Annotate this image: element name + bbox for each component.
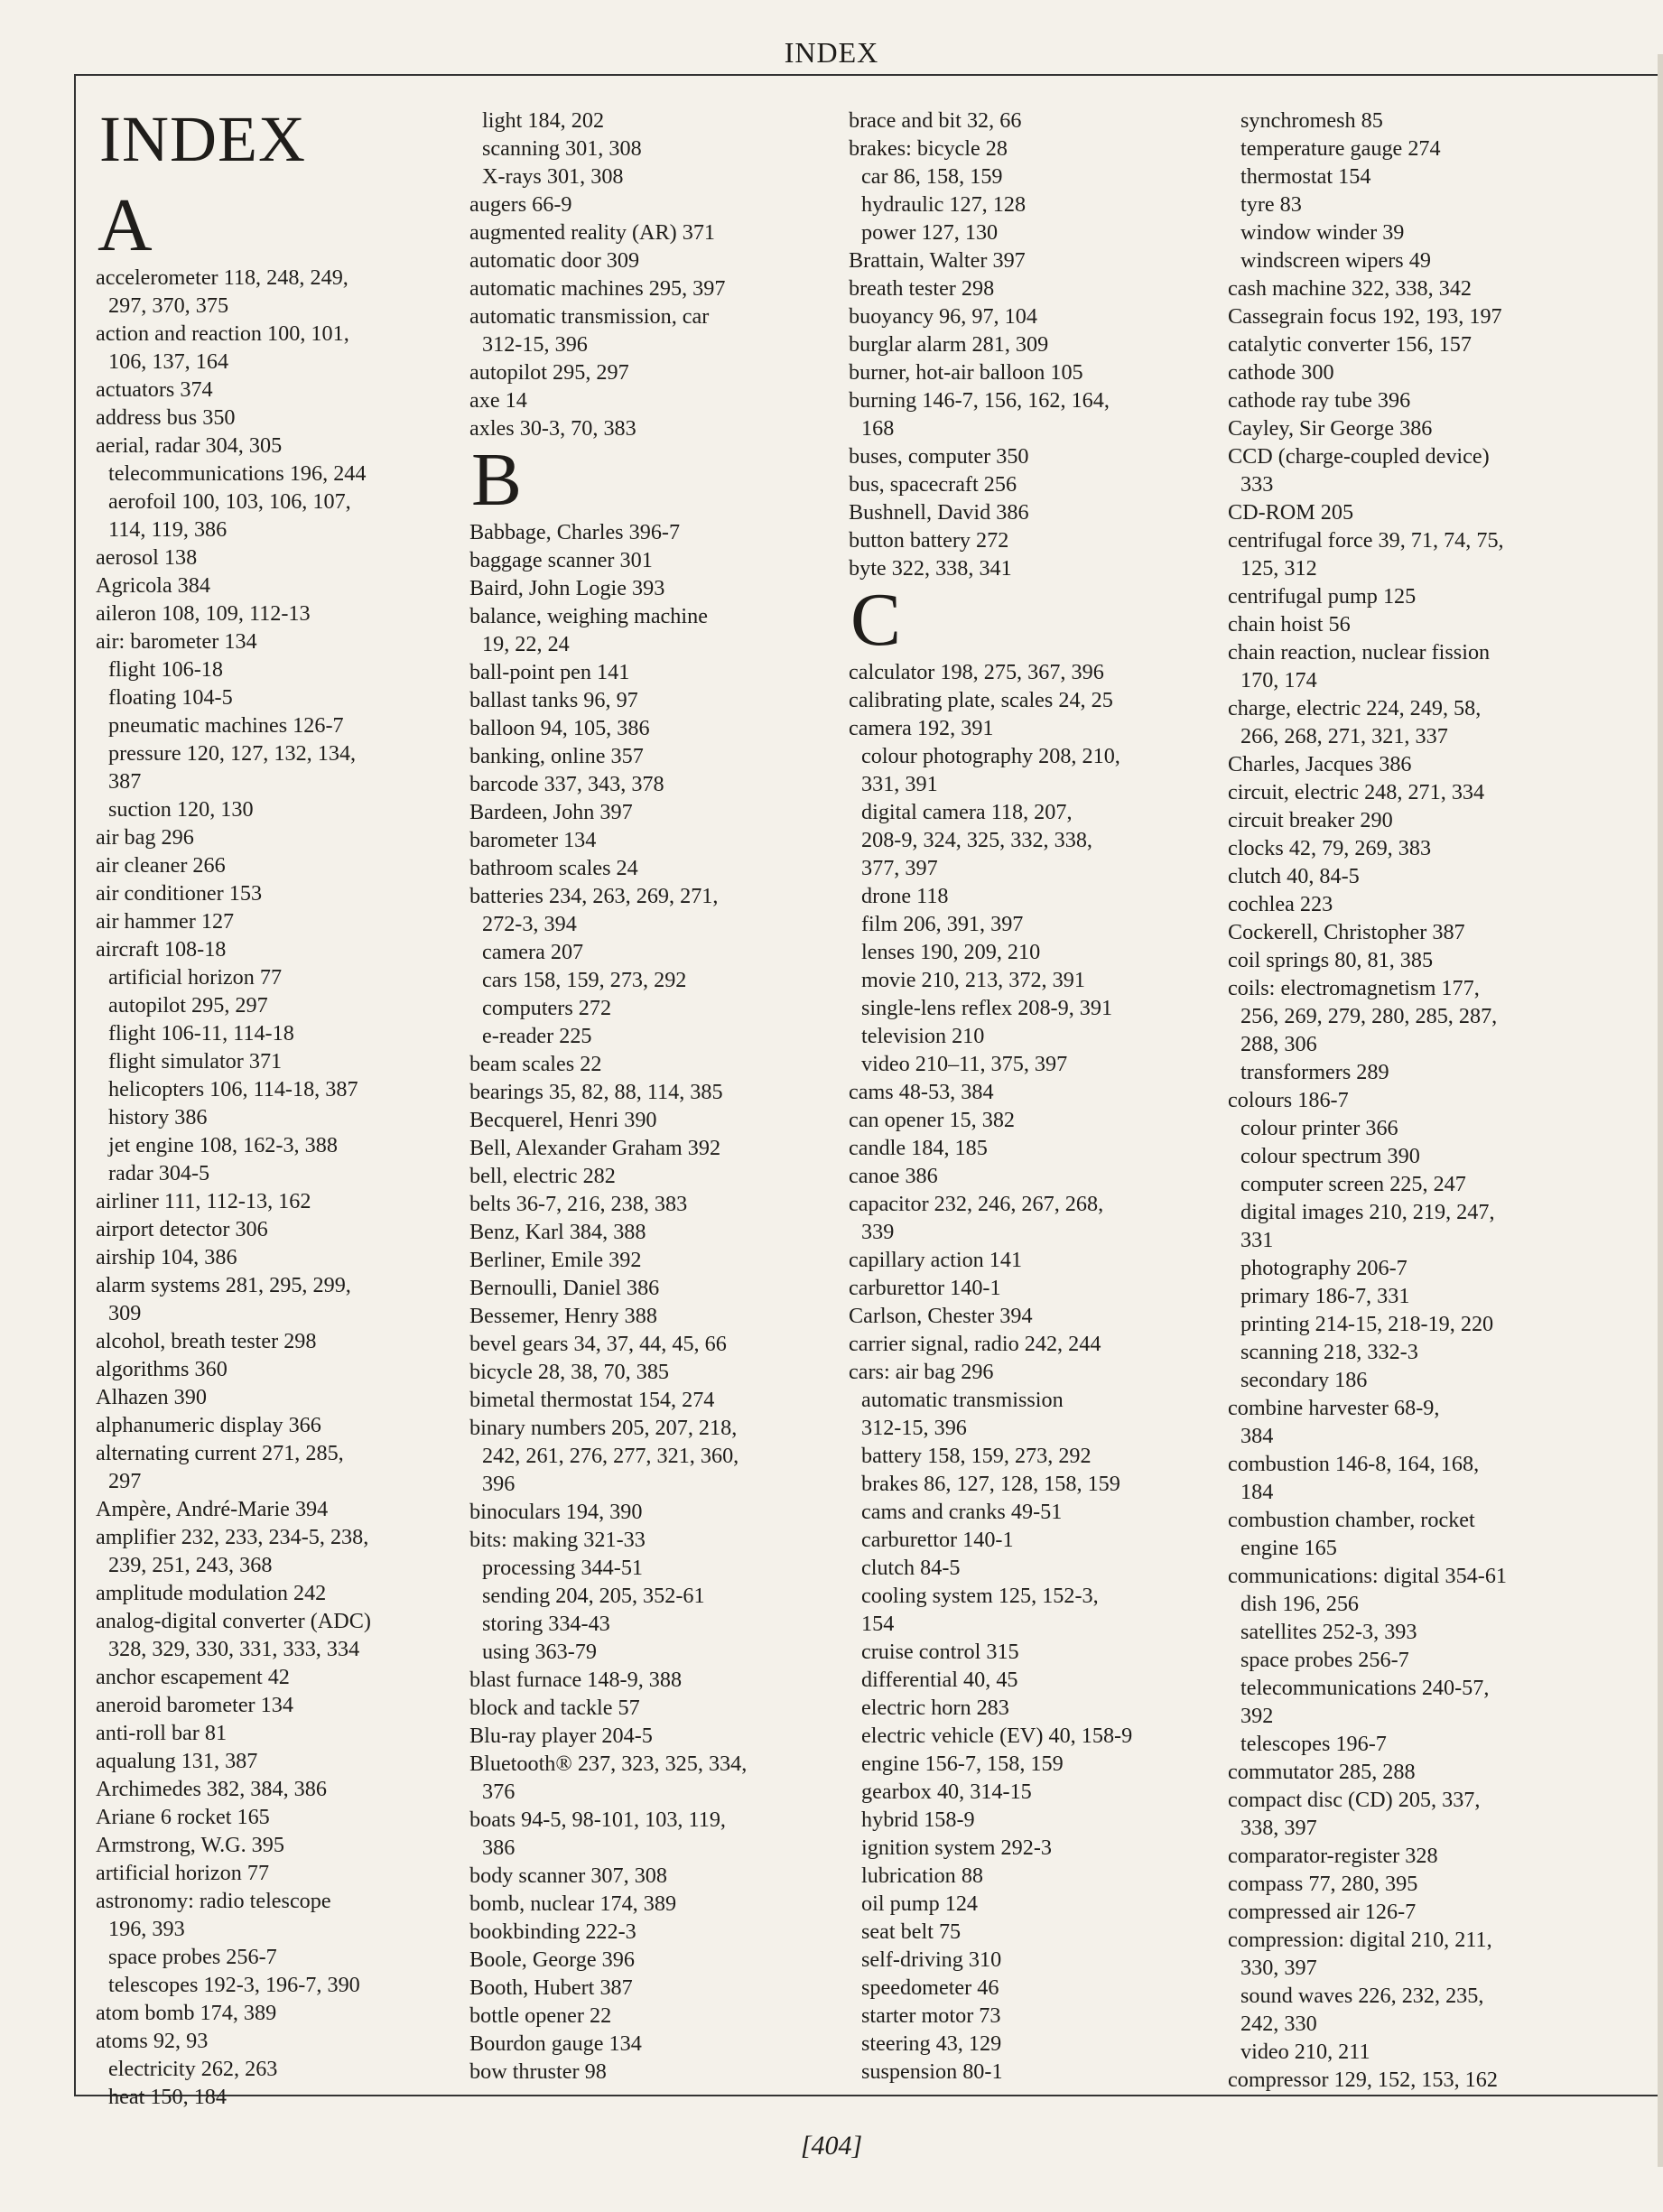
index-entry: capacitor 232, 246, 267, 268, xyxy=(849,1192,1104,1216)
index-subentry: transformers 289 xyxy=(1240,1060,1389,1084)
index-entry: Cassegrain focus 192, 193, 197 xyxy=(1228,304,1502,329)
index-entry: CCD (charge-coupled device) xyxy=(1228,444,1490,469)
index-subentry: sending 204, 205, 352-61 xyxy=(482,1584,705,1608)
index-subentry: movie 210, 213, 372, 391 xyxy=(861,968,1085,992)
index-column-4 xyxy=(1228,107,1598,2094)
index-subentry: satellites 252-3, 393 xyxy=(1240,1620,1417,1644)
index-subentry: 242, 261, 276, 277, 321, 360, xyxy=(482,1444,739,1468)
index-entry: burner, hot-air balloon 105 xyxy=(849,360,1083,385)
index-subentry: storing 334-43 xyxy=(482,1612,610,1636)
index-subentry: 330, 397 xyxy=(1240,1956,1317,1980)
index-subentry: electric vehicle (EV) 40, 158-9 xyxy=(861,1724,1133,1748)
index-subentry: 331 xyxy=(1240,1228,1274,1252)
index-subentry: car 86, 158, 159 xyxy=(861,164,1003,189)
index-subentry: computers 272 xyxy=(482,996,612,1020)
index-subentry: drone 118 xyxy=(861,884,949,908)
index-subentry: cars 158, 159, 273, 292 xyxy=(482,968,687,992)
index-subentry: lenses 190, 209, 210 xyxy=(861,940,1041,964)
index-subentry: 312-15, 396 xyxy=(861,1416,967,1440)
index-entry: Brattain, Walter 397 xyxy=(849,248,1026,273)
index-entry: compact disc (CD) 205, 337, xyxy=(1228,1788,1481,1812)
index-subentry: power 127, 130 xyxy=(861,220,999,245)
index-entry: coil springs 80, 81, 385 xyxy=(1228,948,1434,972)
index-entry: augmented reality (AR) 371 xyxy=(469,220,716,245)
index-entry: bicycle 28, 38, 70, 385 xyxy=(469,1360,670,1384)
index-subentry: 19, 22, 24 xyxy=(482,632,570,656)
index-entry: algorithms 360 xyxy=(96,1357,228,1381)
index-subentry: jet engine 108, 162-3, 388 xyxy=(108,1133,338,1157)
index-entry: atom bomb 174, 389 xyxy=(96,2001,277,2025)
index-entry: Blu-ray player 204-5 xyxy=(469,1724,653,1748)
index-subentry: tyre 83 xyxy=(1240,192,1302,217)
index-subentry: primary 186-7, 331 xyxy=(1240,1284,1410,1308)
index-entry: clutch 40, 84-5 xyxy=(1228,864,1360,888)
index-subentry: 114, 119, 386 xyxy=(108,517,228,542)
index-subentry: floating 104-5 xyxy=(108,685,233,710)
index-subentry: 309 xyxy=(108,1301,142,1325)
index-entry: binoculars 194, 390 xyxy=(469,1500,643,1524)
index-subentry: aerofoil 100, 103, 106, 107, xyxy=(108,489,351,514)
index-entry: address bus 350 xyxy=(96,405,236,430)
index-entry: burning 146-7, 156, 162, 164, xyxy=(849,388,1110,413)
index-entry: cams 48-53, 384 xyxy=(849,1080,994,1104)
index-entry: airship 104, 386 xyxy=(96,1245,237,1269)
index-entry: automatic machines 295, 397 xyxy=(469,276,726,301)
index-subentry: 328, 329, 330, 331, 333, 334 xyxy=(108,1637,360,1661)
index-entry: Booth, Hubert 387 xyxy=(469,1975,633,2000)
index-entry: air hammer 127 xyxy=(96,909,235,934)
section-letter-b: B xyxy=(471,438,523,522)
index-subentry: ignition system 292-3 xyxy=(861,1836,1052,1860)
index-entry: cathode ray tube 396 xyxy=(1228,388,1411,413)
index-subentry: engine 165 xyxy=(1240,1536,1337,1560)
index-entry: canoe 386 xyxy=(849,1164,938,1188)
index-entry: calculator 198, 275, 367, 396 xyxy=(849,660,1104,684)
index-subentry: telescopes 192-3, 196-7, 390 xyxy=(108,1973,360,1997)
index-subentry: printing 214-15, 218-19, 220 xyxy=(1240,1312,1494,1336)
index-entry: combustion 146-8, 164, 168, xyxy=(1228,1452,1480,1476)
index-subentry: television 210 xyxy=(861,1024,985,1048)
index-subentry: 376 xyxy=(482,1780,516,1804)
index-subentry: 339 xyxy=(861,1220,895,1244)
index-subentry: synchromesh 85 xyxy=(1240,108,1383,133)
index-entry: ball-point pen 141 xyxy=(469,660,630,684)
index-entry: banking, online 357 xyxy=(469,744,644,768)
index-entry: alarm systems 281, 295, 299, xyxy=(96,1273,351,1297)
index-entry: aerosol 138 xyxy=(96,545,198,570)
index-entry: burglar alarm 281, 309 xyxy=(849,332,1049,357)
index-entry: barometer 134 xyxy=(469,828,597,852)
index-entry: Bell, Alexander Graham 392 xyxy=(469,1136,721,1160)
index-subentry: telescopes 196-7 xyxy=(1240,1732,1387,1756)
index-entry: brakes: bicycle 28 xyxy=(849,136,1008,161)
index-entry: CD-ROM 205 xyxy=(1228,500,1354,525)
index-subentry: starter motor 73 xyxy=(861,2003,1001,2028)
index-subentry: gearbox 40, 314-15 xyxy=(861,1780,1032,1804)
index-subentry: suspension 80-1 xyxy=(861,2059,1003,2084)
index-entry: batteries 234, 263, 269, 271, xyxy=(469,884,719,908)
index-subentry: lubrication 88 xyxy=(861,1863,984,1888)
section-letter-a: A xyxy=(98,183,153,267)
index-entry: compressor 129, 152, 153, 162 xyxy=(1228,2068,1498,2092)
index-entry: byte 322, 338, 341 xyxy=(849,556,1012,581)
index-entry: airliner 111, 112-13, 162 xyxy=(96,1189,311,1213)
index-entry: calibrating plate, scales 24, 25 xyxy=(849,688,1113,712)
index-entry: automatic door 309 xyxy=(469,248,640,273)
index-entry: Becquerel, Henri 390 xyxy=(469,1108,657,1132)
index-subentry: 386 xyxy=(482,1836,516,1860)
index-subentry: scanning 301, 308 xyxy=(482,136,642,161)
index-entry: axles 30-3, 70, 383 xyxy=(469,416,636,441)
index-subentry: 242, 330 xyxy=(1240,2012,1317,2036)
index-entry: compressed air 126-7 xyxy=(1228,1900,1417,1924)
index-subentry: differential 40, 45 xyxy=(861,1668,1018,1692)
index-entry: bathroom scales 24 xyxy=(469,856,638,880)
index-entry: action and reaction 100, 101, xyxy=(96,321,349,346)
index-subentry: processing 344-51 xyxy=(482,1556,644,1580)
index-entry: alphanumeric display 366 xyxy=(96,1413,321,1437)
index-column-3 xyxy=(849,107,1219,2086)
index-subentry: self-driving 310 xyxy=(861,1947,1002,1972)
index-subentry: windscreen wipers 49 xyxy=(1240,248,1431,273)
index-entry: accelerometer 118, 248, 249, xyxy=(96,265,348,290)
index-subentry: steering 43, 129 xyxy=(861,2031,1002,2056)
index-subentry: artificial horizon 77 xyxy=(108,965,283,990)
index-entry: bookbinding 222-3 xyxy=(469,1919,636,1944)
index-entry: boats 94-5, 98-101, 103, 119, xyxy=(469,1808,726,1832)
index-subentry: pneumatic machines 126-7 xyxy=(108,713,344,738)
index-entry: aircraft 108-18 xyxy=(96,937,227,962)
index-entry: bus, spacecraft 256 xyxy=(849,472,1017,497)
index-entry: balance, weighing machine xyxy=(469,604,708,628)
index-subentry: colour printer 366 xyxy=(1240,1116,1398,1140)
index-entry: amplitude modulation 242 xyxy=(96,1581,327,1605)
index-subentry: 106, 137, 164 xyxy=(108,349,229,374)
index-column-1 xyxy=(96,103,466,2111)
index-entry: centrifugal force 39, 71, 74, 75, xyxy=(1228,528,1504,553)
index-entry: cathode 300 xyxy=(1228,360,1334,385)
index-subentry: 288, 306 xyxy=(1240,1032,1317,1056)
index-subentry: space probes 256-7 xyxy=(108,1945,277,1969)
index-entry: blast furnace 148-9, 388 xyxy=(469,1668,683,1692)
index-entry: compression: digital 210, 211, xyxy=(1228,1928,1492,1952)
index-subentry: computer screen 225, 247 xyxy=(1240,1172,1466,1196)
index-entry: autopilot 295, 297 xyxy=(469,360,629,385)
index-subentry: seat belt 75 xyxy=(861,1919,962,1944)
index-entry: airport detector 306 xyxy=(96,1217,268,1241)
index-entry: combustion chamber, rocket xyxy=(1228,1508,1475,1532)
index-subentry: 338, 397 xyxy=(1240,1816,1317,1840)
facing-page-edge xyxy=(1658,54,1663,2167)
index-entry: clocks 42, 79, 269, 383 xyxy=(1228,836,1432,860)
index-subentry: video 210, 211 xyxy=(1240,2040,1370,2064)
index-entry: Bessemer, Henry 388 xyxy=(469,1304,657,1328)
index-subentry: 170, 174 xyxy=(1240,668,1317,692)
index-subentry: 266, 268, 271, 321, 337 xyxy=(1240,724,1448,748)
index-entry: Bushnell, David 386 xyxy=(849,500,1029,525)
index-subentry: clutch 84-5 xyxy=(861,1556,961,1580)
index-entry: belts 36-7, 216, 238, 383 xyxy=(469,1192,688,1216)
index-entry: Bluetooth® 237, 323, 325, 334, xyxy=(469,1752,748,1776)
index-entry: comparator-register 328 xyxy=(1228,1844,1438,1868)
index-entry: commutator 285, 288 xyxy=(1228,1760,1416,1784)
index-subentry: battery 158, 159, 273, 292 xyxy=(861,1444,1092,1468)
index-entry: Armstrong, W.G. 395 xyxy=(96,1833,284,1857)
index-subentry: video 210–11, 375, 397 xyxy=(861,1052,1068,1076)
index-entry: buses, computer 350 xyxy=(849,444,1029,469)
index-subentry: colour spectrum 390 xyxy=(1240,1144,1420,1168)
section-letter-c: C xyxy=(850,578,902,662)
index-entry: binary numbers 205, 207, 218, xyxy=(469,1416,738,1440)
index-subentry: 377, 397 xyxy=(861,856,938,880)
index-entry: candle 184, 185 xyxy=(849,1136,988,1160)
index-subentry: scanning 218, 332-3 xyxy=(1240,1340,1418,1364)
index-subentry: 125, 312 xyxy=(1240,556,1317,581)
index-subentry: hybrid 158-9 xyxy=(861,1808,975,1832)
index-subentry: helicopters 106, 114-18, 387 xyxy=(108,1077,358,1101)
index-entry: atoms 92, 93 xyxy=(96,2029,209,2053)
index-entry: bottle opener 22 xyxy=(469,2003,612,2028)
index-subentry: 168 xyxy=(861,416,895,441)
index-subentry: electric horn 283 xyxy=(861,1696,1009,1720)
index-entry: Archimedes 382, 384, 386 xyxy=(96,1777,327,1801)
index-subentry: heat 150, 184 xyxy=(108,2085,227,2109)
index-entry: block and tackle 57 xyxy=(469,1696,640,1720)
index-entry: automatic transmission, car xyxy=(469,304,710,329)
page-number: [404] xyxy=(800,2131,863,2161)
index-subentry: film 206, 391, 397 xyxy=(861,912,1024,936)
index-entry: aneroid barometer 134 xyxy=(96,1693,293,1717)
index-entry: ballast tanks 96, 97 xyxy=(469,688,638,712)
index-entry: bomb, nuclear 174, 389 xyxy=(469,1891,677,1916)
index-entry: axe 14 xyxy=(469,388,527,413)
index-entry: amplifier 232, 233, 234-5, 238, xyxy=(96,1525,369,1549)
index-subentry: flight simulator 371 xyxy=(108,1049,283,1073)
index-subentry: 272-3, 394 xyxy=(482,912,577,936)
index-subentry: photography 206-7 xyxy=(1240,1256,1408,1280)
index-subentry: camera 207 xyxy=(482,940,584,964)
index-entry: air: barometer 134 xyxy=(96,629,257,654)
index-subentry: cams and cranks 49-51 xyxy=(861,1500,1063,1524)
index-subentry: temperature gauge 274 xyxy=(1240,136,1441,161)
index-subentry: 396 xyxy=(482,1472,516,1496)
index-subentry: 256, 269, 279, 280, 285, 287, xyxy=(1240,1004,1498,1028)
index-subentry: 333 xyxy=(1240,472,1274,497)
index-entry: chain reaction, nuclear fission xyxy=(1228,640,1491,665)
index-entry: analog-digital converter (ADC) xyxy=(96,1609,371,1633)
running-head: INDEX xyxy=(784,36,879,69)
index-subentry: digital camera 118, 207, xyxy=(861,800,1073,824)
index-column-2 xyxy=(469,107,840,2086)
index-entry: anti-roll bar 81 xyxy=(96,1721,228,1745)
page-title: INDEX xyxy=(99,103,306,175)
index-subentry: 196, 393 xyxy=(108,1917,185,1941)
index-subentry: X-rays 301, 308 xyxy=(482,164,624,189)
index-entry: colours 186-7 xyxy=(1228,1088,1349,1112)
index-subentry: secondary 186 xyxy=(1240,1368,1368,1392)
index-entry: Bourdon gauge 134 xyxy=(469,2031,642,2056)
index-entry: alternating current 271, 285, xyxy=(96,1441,344,1465)
index-entry: air bag 296 xyxy=(96,825,194,850)
index-entry: aerial, radar 304, 305 xyxy=(96,433,283,458)
index-entry: bevel gears 34, 37, 44, 45, 66 xyxy=(469,1332,727,1356)
index-entry: balloon 94, 105, 386 xyxy=(469,716,650,740)
index-entry: bimetal thermostat 154, 274 xyxy=(469,1388,715,1412)
index-entry: Ariane 6 rocket 165 xyxy=(96,1805,270,1829)
index-subentry: autopilot 295, 297 xyxy=(108,993,268,1018)
index-subentry: radar 304-5 xyxy=(108,1161,210,1185)
index-subentry: carburettor 140-1 xyxy=(861,1528,1014,1552)
index-entry: Cayley, Sir George 386 xyxy=(1228,416,1433,441)
index-subentry: 384 xyxy=(1240,1424,1274,1448)
index-entry: chain hoist 56 xyxy=(1228,612,1351,637)
index-entry: circuit breaker 290 xyxy=(1228,808,1393,832)
index-entry: air cleaner 266 xyxy=(96,853,226,878)
index-subentry: automatic transmission xyxy=(861,1388,1064,1412)
index-subentry: space probes 256-7 xyxy=(1240,1648,1409,1672)
index-subentry: single-lens reflex 208-9, 391 xyxy=(861,996,1113,1020)
index-entry: actuators 374 xyxy=(96,377,213,402)
index-entry: aqualung 131, 387 xyxy=(96,1749,258,1773)
index-subentry: digital images 210, 219, 247, xyxy=(1240,1200,1495,1224)
index-subentry: brakes 86, 127, 128, 158, 159 xyxy=(861,1472,1120,1496)
index-entry: bits: making 321-33 xyxy=(469,1528,646,1552)
index-subentry: 392 xyxy=(1240,1704,1274,1728)
index-entry: Berliner, Emile 392 xyxy=(469,1248,642,1272)
index-entry: astronomy: radio telescope xyxy=(96,1889,331,1913)
index-entry: carburettor 140-1 xyxy=(849,1276,1001,1300)
index-subentry: 331, 391 xyxy=(861,772,938,796)
index-entry: centrifugal pump 125 xyxy=(1228,584,1417,609)
index-entry: button battery 272 xyxy=(849,528,1009,553)
index-subentry: window winder 39 xyxy=(1240,220,1405,245)
index-entry: Babbage, Charles 396-7 xyxy=(469,520,681,544)
index-entry: aileron 108, 109, 112-13 xyxy=(96,601,311,626)
index-entry: camera 192, 391 xyxy=(849,716,994,740)
index-entry: Benz, Karl 384, 388 xyxy=(469,1220,646,1244)
index-subentry: 297 xyxy=(108,1469,142,1493)
index-subentry: light 184, 202 xyxy=(482,108,605,133)
index-subentry: e-reader 225 xyxy=(482,1024,592,1048)
index-subentry: 239, 251, 243, 368 xyxy=(108,1553,273,1577)
index-subentry: 312-15, 396 xyxy=(482,332,588,357)
index-subentry: thermostat 154 xyxy=(1240,164,1371,189)
index-subentry: pressure 120, 127, 132, 134, xyxy=(108,741,357,766)
index-subentry: suction 120, 130 xyxy=(108,797,254,822)
index-entry: Bernoulli, Daniel 386 xyxy=(469,1276,660,1300)
index-entry: carrier signal, radio 242, 244 xyxy=(849,1332,1101,1356)
index-entry: Charles, Jacques 386 xyxy=(1228,752,1412,776)
index-entry: baggage scanner 301 xyxy=(469,548,653,572)
index-subentry: flight 106-18 xyxy=(108,657,223,682)
index-entry: cochlea 223 xyxy=(1228,892,1333,916)
index-subentry: 154 xyxy=(861,1612,895,1636)
index-subentry: history 386 xyxy=(108,1105,208,1129)
index-subentry: electricity 262, 263 xyxy=(108,2057,278,2081)
index-entry: Carlson, Chester 394 xyxy=(849,1304,1033,1328)
index-subentry: engine 156-7, 158, 159 xyxy=(861,1752,1064,1776)
index-entry: Alhazen 390 xyxy=(96,1385,207,1409)
index-entry: catalytic converter 156, 157 xyxy=(1228,332,1472,357)
index-subentry: telecommunications 196, 244 xyxy=(108,461,367,486)
index-entry: bell, electric 282 xyxy=(469,1164,616,1188)
index-entry: compass 77, 280, 395 xyxy=(1228,1872,1418,1896)
index-subentry: dish 196, 256 xyxy=(1240,1592,1360,1616)
index-entry: coils: electromagnetism 177, xyxy=(1228,976,1480,1000)
index-entry: combine harvester 68-9, xyxy=(1228,1396,1440,1420)
index-subentry: speedometer 46 xyxy=(861,1975,999,2000)
index-subentry: flight 106-11, 114-18 xyxy=(108,1021,294,1046)
index-entry: barcode 337, 343, 378 xyxy=(469,772,664,796)
index-entry: beam scales 22 xyxy=(469,1052,602,1076)
index-entry: can opener 15, 382 xyxy=(849,1108,1016,1132)
index-entry: Boole, George 396 xyxy=(469,1947,635,1972)
index-entry: cars: air bag 296 xyxy=(849,1360,994,1384)
index-subentry: using 363-79 xyxy=(482,1640,597,1664)
index-entry: capillary action 141 xyxy=(849,1248,1023,1272)
index-entry: breath tester 298 xyxy=(849,276,995,301)
index-entry: communications: digital 354-61 xyxy=(1228,1564,1508,1588)
index-entry: brace and bit 32, 66 xyxy=(849,108,1022,133)
index-entry: charge, electric 224, 249, 58, xyxy=(1228,696,1482,720)
index-entry: augers 66-9 xyxy=(469,192,572,217)
index-entry: air conditioner 153 xyxy=(96,881,263,906)
index-entry: buoyancy 96, 97, 104 xyxy=(849,304,1037,329)
index-subentry: hydraulic 127, 128 xyxy=(861,192,1027,217)
index-entry: bow thruster 98 xyxy=(469,2059,607,2084)
index-subentry: cruise control 315 xyxy=(861,1640,1019,1664)
index-entry: alcohol, breath tester 298 xyxy=(96,1329,317,1353)
index-subentry: 297, 370, 375 xyxy=(108,293,229,318)
index-entry: Baird, John Logie 393 xyxy=(469,576,665,600)
index-entry: Agricola 384 xyxy=(96,573,210,598)
index-subentry: colour photography 208, 210, xyxy=(861,744,1120,768)
index-subentry: oil pump 124 xyxy=(861,1891,979,1916)
index-entry: artificial horizon 77 xyxy=(96,1861,270,1885)
index-subentry: sound waves 226, 232, 235, xyxy=(1240,1984,1484,2008)
index-entry: anchor escapement 42 xyxy=(96,1665,290,1689)
index-subentry: telecommunications 240-57, xyxy=(1240,1676,1490,1700)
index-entry: Ampère, André-Marie 394 xyxy=(96,1497,329,1521)
index-entry: Cockerell, Christopher 387 xyxy=(1228,920,1465,944)
index-entry: cash machine 322, 338, 342 xyxy=(1228,276,1473,301)
index-subentry: 387 xyxy=(108,769,142,794)
index-subentry: 208-9, 324, 325, 332, 338, xyxy=(861,828,1092,852)
index-entry: body scanner 307, 308 xyxy=(469,1863,667,1888)
index-entry: circuit, electric 248, 271, 334 xyxy=(1228,780,1485,804)
index-subentry: 184 xyxy=(1240,1480,1274,1504)
index-entry: Bardeen, John 397 xyxy=(469,800,633,824)
index-subentry: cooling system 125, 152-3, xyxy=(861,1584,1099,1608)
index-entry: bearings 35, 82, 88, 114, 385 xyxy=(469,1080,723,1104)
